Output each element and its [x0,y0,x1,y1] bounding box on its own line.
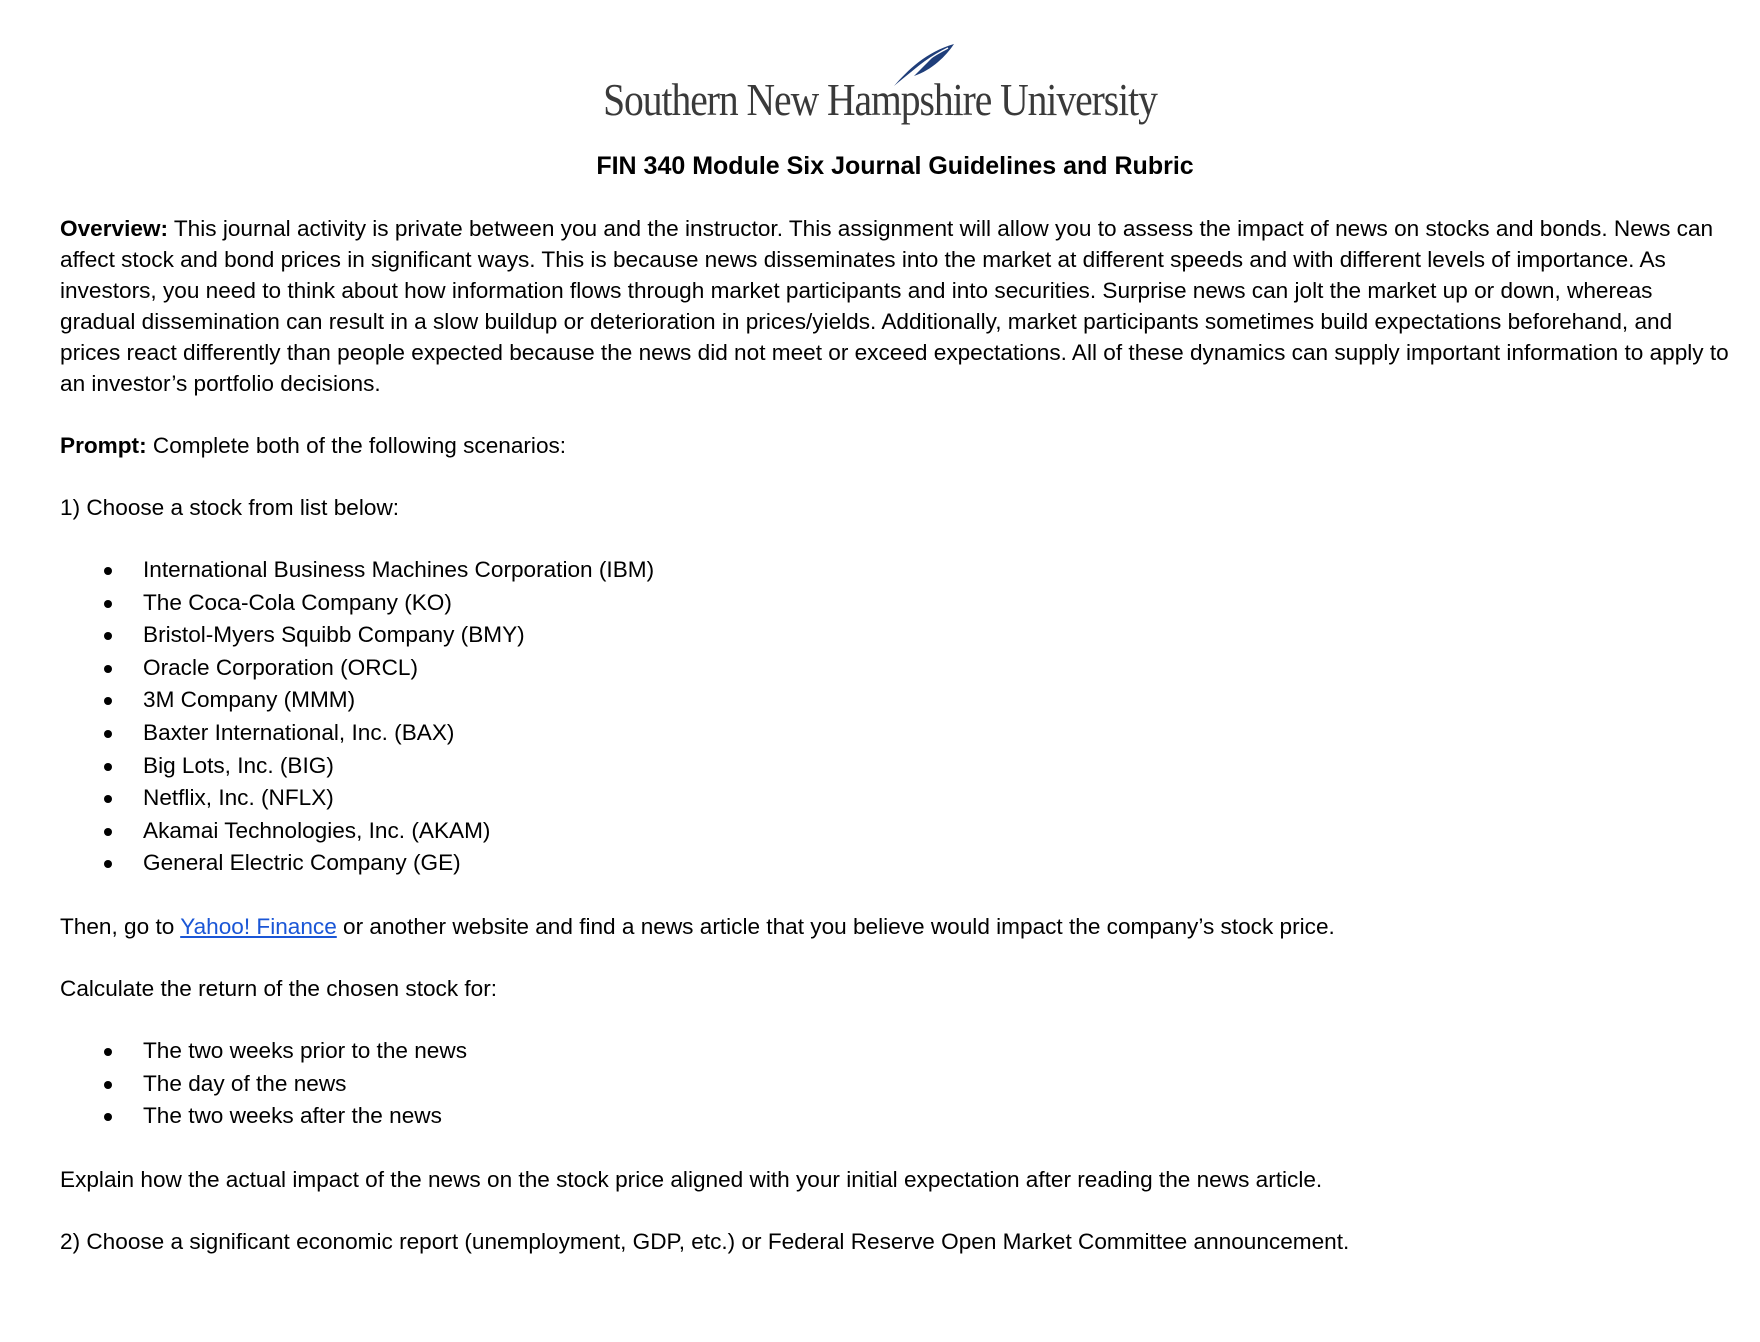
bullet-icon [104,730,112,738]
period-list [60,1035,1730,1133]
bullet-icon [104,567,112,575]
bullet-icon [104,1081,112,1089]
bullet-icon [104,600,112,608]
overview-text: This journal activity is private between you and the instructor. This assignment will allow you to assess the impact of news on stocks and bonds. News can affect stock and bond prices in significant ways. This is because news disseminates into the market at different speeds and with different levels of importance. As investors, you need to think about how information flows through market participants and into securities. Surprise news can jolt the market up or down, whereas gradual dissemination can result in a slow buildup or deterioration in prices/yields. Additionally, market participants sometimes build expectations beforehand, and prices react differently than people expected because the news did not meet or exceed expectations. All of these dynamics can supply important information to apply to an investor’s portfolio decisions. [60,216,1729,396]
list-item: The two weeks prior to the news [60,1035,1730,1068]
bullet-icon [104,795,112,803]
list-item: International Business Machines Corporation (IBM) [60,554,1730,587]
bullet-icon [104,828,112,836]
list-item: Bristol-Myers Squibb Company (BMY) [60,619,1730,652]
explain-paragraph: Explain how the actual impact of the news on the stock price aligned with your initial expectation after reading the news article. [60,1166,1323,1192]
bullet-icon [104,1113,112,1121]
list-item: Akamai Technologies, Inc. (AKAM) [60,815,1730,848]
calculate-intro: Calculate the return of the chosen stock for: [60,975,498,1001]
bullet-icon [104,763,112,771]
prompt-label: Prompt: [60,433,147,458]
list-item: General Electric Company (GE) [60,847,1730,880]
stock-list [60,554,1730,880]
university-logo [0,40,1760,130]
list-item: The two weeks after the news [60,1100,1730,1133]
scenario-1-intro: 1) Choose a stock from list below: [60,495,400,520]
list-item: Baxter International, Inc. (BAX) [60,717,1730,750]
prompt-text: Complete both of the following scenarios: [146,433,567,458]
bullet-icon [104,632,112,640]
scenario-2-intro: 2) Choose a significant economic report (unemployment, GDP, etc.) or Federal Reserve Open Market Committee announcement. [60,1228,1350,1254]
list-item: 3M Company (MMM) [60,684,1730,717]
bullet-icon [104,697,112,705]
then-paragraph: Then, go to Yahoo! Finance or another website and find a news article that you believe would impact the company’s stock price. [60,913,1335,939]
list-item: Netflix, Inc. (NFLX) [60,782,1730,815]
list-item: Big Lots, Inc. (BIG) [60,750,1730,783]
overview-label: Overview: [60,216,169,241]
bullet-icon [104,1048,112,1056]
list-item: The day of the news [60,1068,1730,1101]
page-title: FIN 340 Module Six Journal Guidelines and Rubric [596,152,1194,180]
bullet-icon [104,860,112,868]
list-item: Oracle Corporation (ORCL) [60,652,1730,685]
prompt-paragraph [60,430,1730,461]
yahoo-finance-link[interactable]: Yahoo! Finance [180,913,337,939]
overview-paragraph [60,213,1730,399]
document-body [60,213,1730,1288]
logo-wordmark: Southern New Hampshire University [603,74,1157,125]
bullet-icon [104,665,112,673]
list-item: The Coca-Cola Company (KO) [60,587,1730,620]
